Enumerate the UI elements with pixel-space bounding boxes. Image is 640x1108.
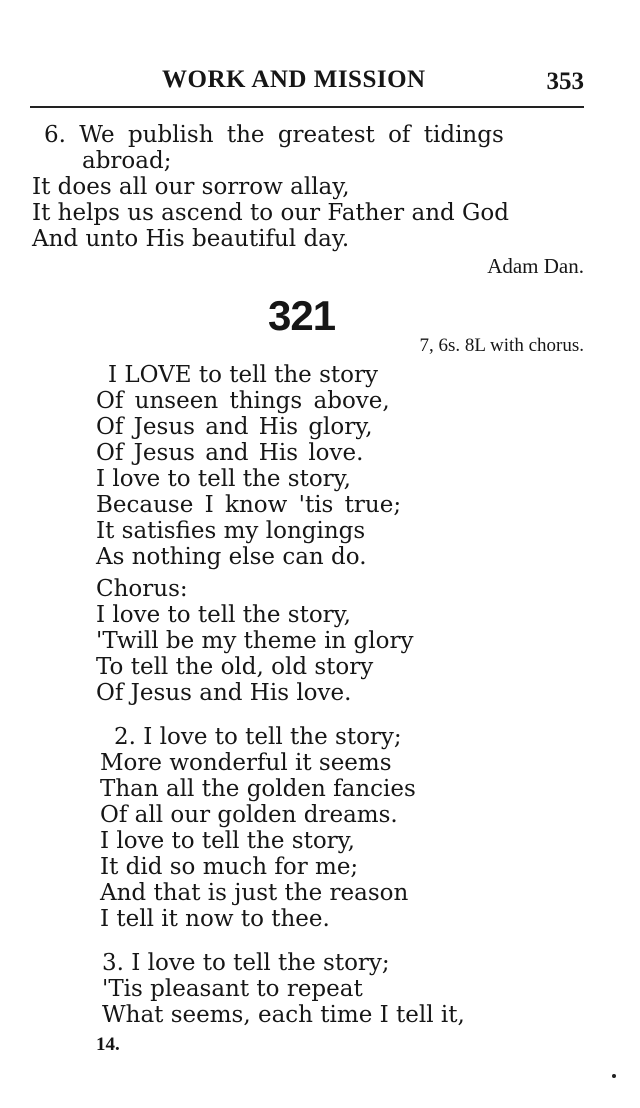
stanza-2-line: And that is just the reason [100, 880, 409, 906]
hymn-author: Adam Dan. [487, 254, 584, 278]
running-head: WORK AND MISSION [162, 66, 426, 93]
prev-stanza-line: 6. We publish the greatest of tidings [44, 122, 504, 148]
prev-stanza-line: abroad; [82, 148, 172, 174]
hymn-meter: 7, 6s. 8L with chorus. [419, 335, 584, 356]
stanza-2-line: It did so much for me; [100, 854, 359, 880]
prev-stanza-line: It helps us ascend to our Father and God [32, 200, 509, 226]
stanza-1-line: Of Jesus and His love. [96, 440, 364, 466]
chorus-label: Chorus: [96, 576, 188, 602]
chorus-line: I love to tell the story, [96, 602, 351, 628]
stanza-1-line: Of Jesus and His glory, [96, 414, 373, 440]
stanza-1-line: As nothing else can do. [96, 544, 367, 570]
stanza-3-line: 3. I love to tell the story; [102, 950, 390, 976]
stanza-2-line: More wonderful it seems [100, 750, 392, 776]
stanza-1-line: Of unseen things above, [96, 388, 390, 414]
stanza-1-line: It satisfies my longings [96, 518, 366, 544]
stanza-3-line: What seems, each time I tell it, [102, 1002, 465, 1028]
stanza-2-line: Of all our golden dreams. [100, 802, 398, 828]
chorus-line: Of Jesus and His love. [96, 680, 352, 706]
print-speck [612, 1074, 616, 1078]
stanza-1-line: I LOVE to tell the story [108, 362, 378, 388]
stanza-3-line: 'Tis pleasant to repeat [102, 976, 363, 1002]
stanza-2-line: I love to tell the story, [100, 828, 355, 854]
stanza-1-line: Because I know 'tis true; [96, 492, 402, 518]
hymn-number: 321 [268, 292, 336, 339]
prev-stanza-line: It does all our sorrow allay, [32, 174, 350, 200]
stanza-2-line: I tell it now to thee. [100, 906, 330, 932]
prev-stanza-line: And unto His beautiful day. [32, 226, 350, 252]
signature-mark: 14. [96, 1034, 120, 1055]
chorus-line: 'Twill be my theme in glory [96, 628, 414, 654]
chorus-line: To tell the old, old story [96, 654, 374, 680]
page-number: 353 [546, 68, 584, 95]
stanza-2-line: 2. I love to tell the story; [114, 724, 402, 750]
header-rule [30, 106, 584, 108]
stanza-1-line: I love to tell the story, [96, 466, 351, 492]
stanza-2-line: Than all the golden fancies [100, 776, 416, 802]
